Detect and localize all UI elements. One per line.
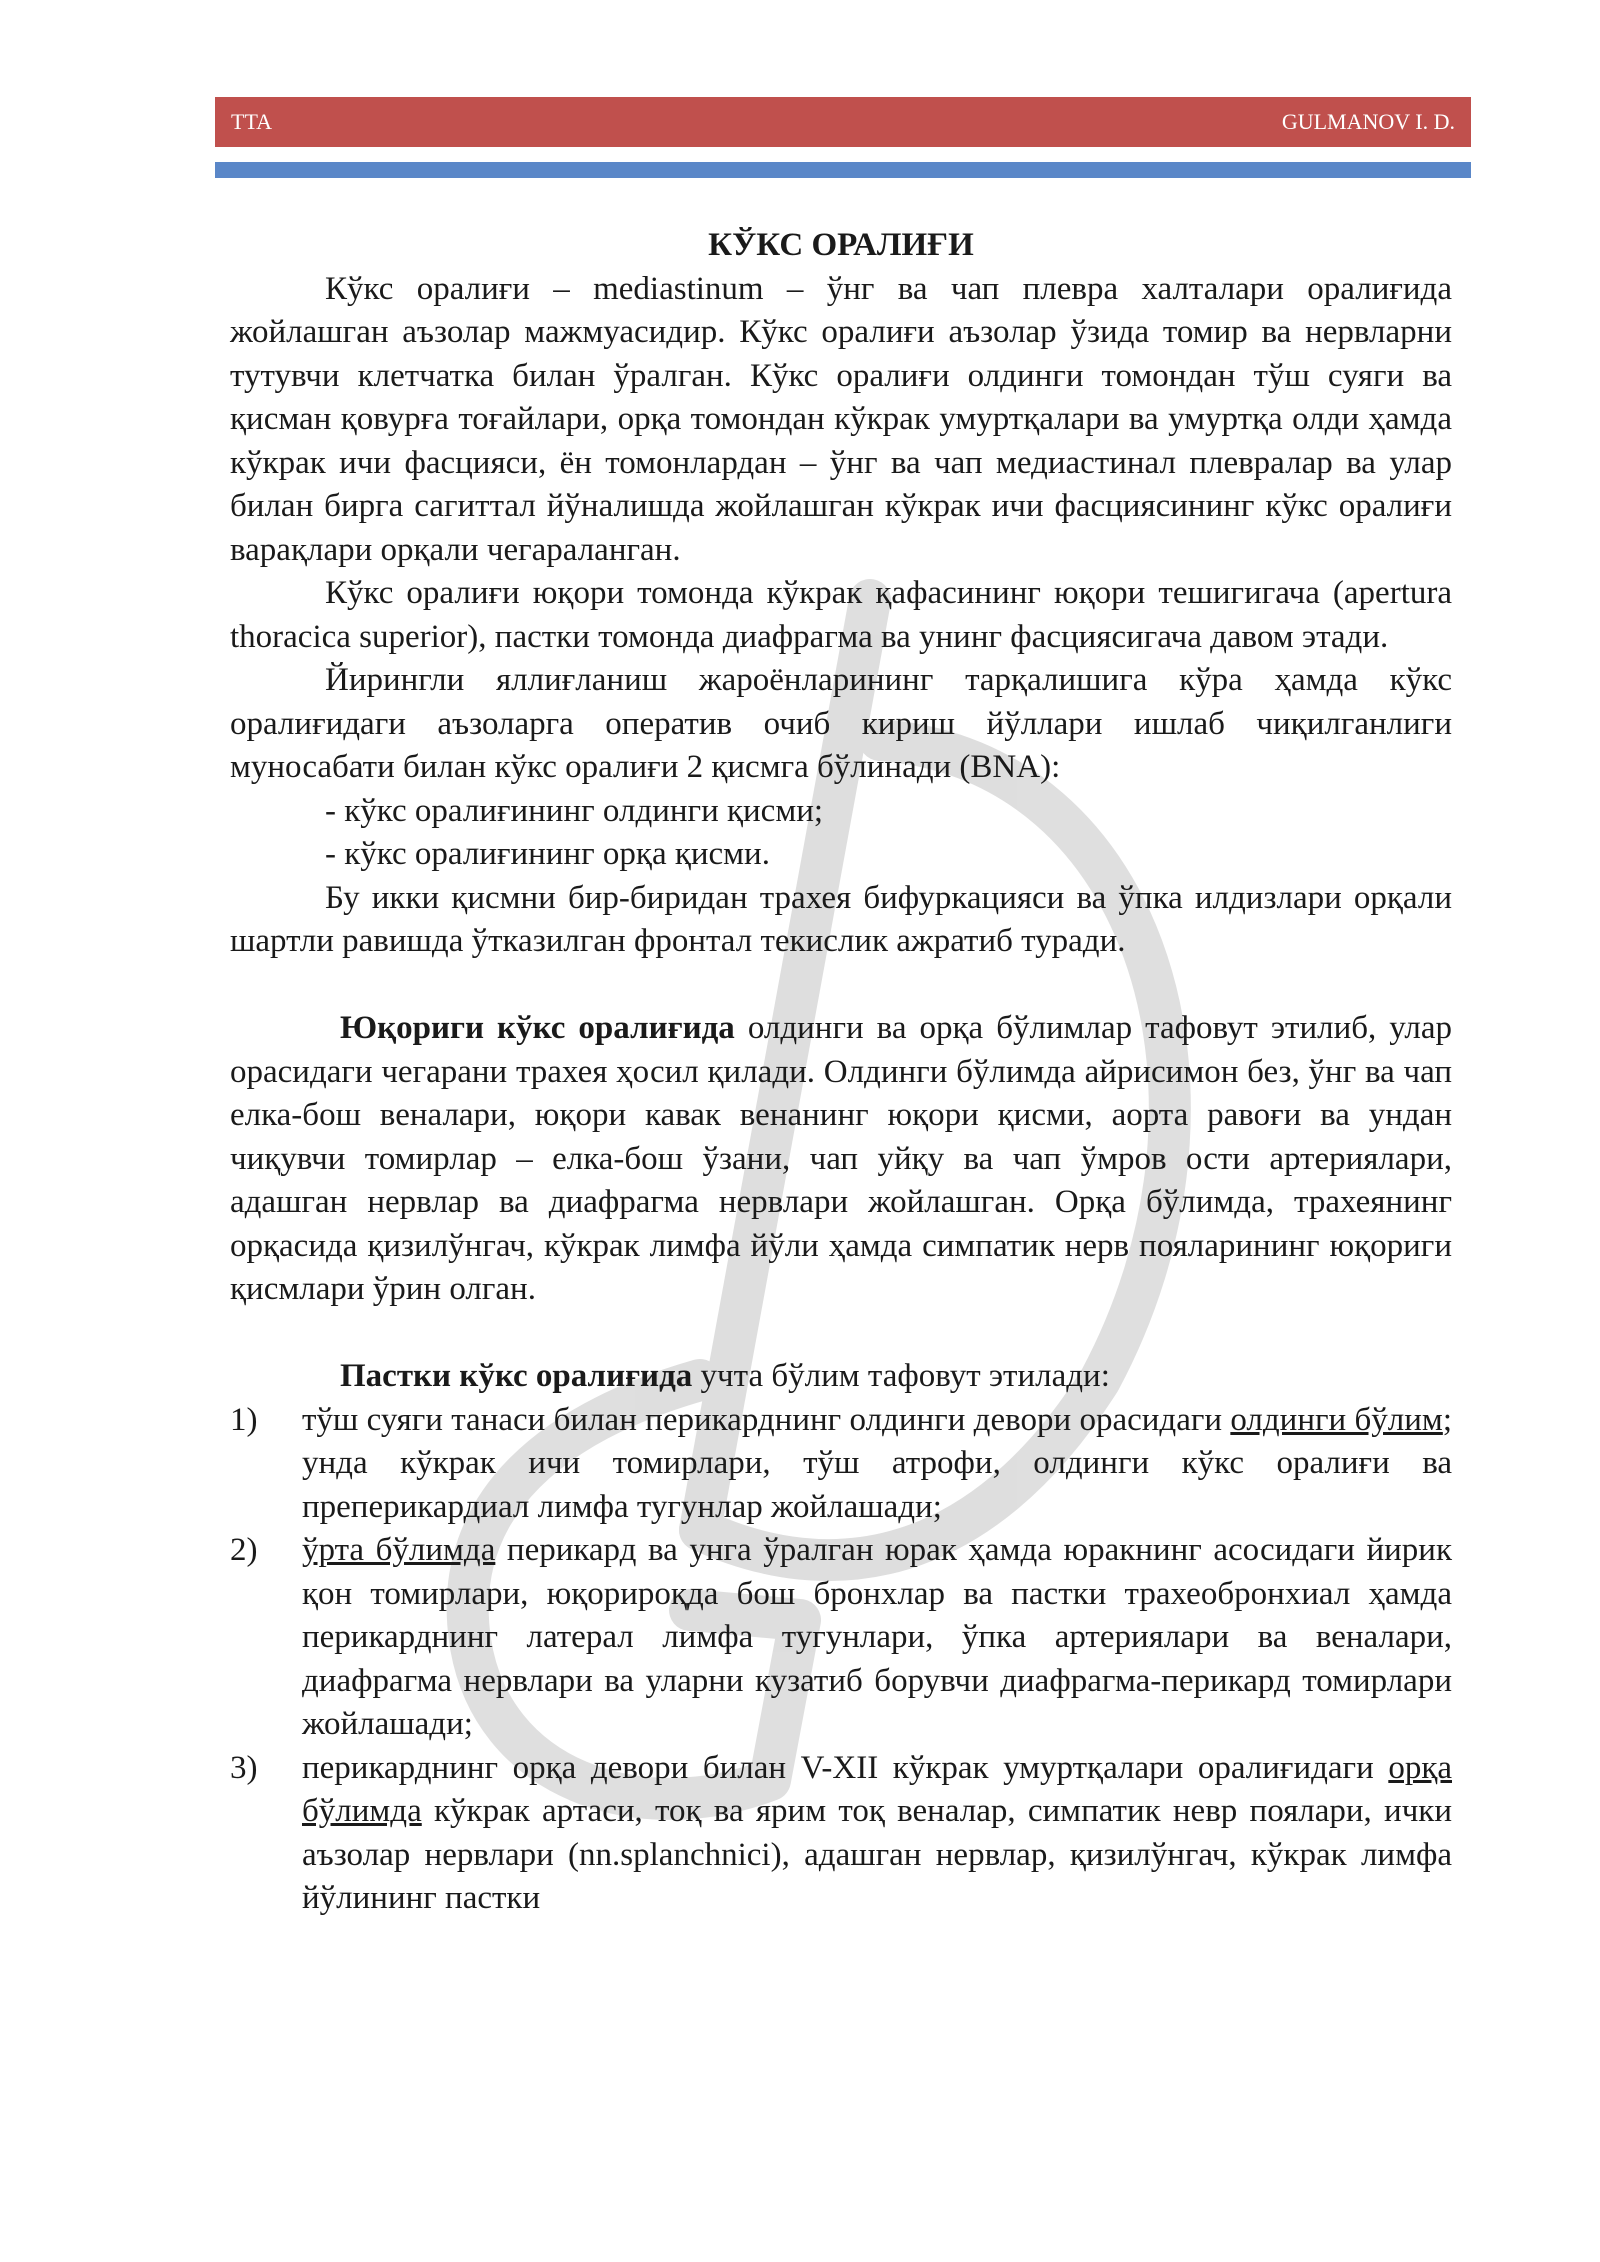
list-text: перикард ва унга ўралган юрак ҳамда юракнинг асосидаги йирик қон томирлари, юқорироқда бош бронхлар ва пастки трахеобронхиал ҳамда перикарднинг латерал лимфа тугунлари, ўпка артериялари ва веналари, диафрагма нервлари ва уларни кузатиб борувчи диафрагма-перикард томирлари жойлашади; [302, 1532, 1452, 1742]
paragraph-5-bold: Юқориги кўкс оралиғида [340, 1010, 735, 1046]
dash-item-2: - кўкс оралиғининг орқа қисми. [325, 836, 770, 872]
paragraph-3: Йирингли яллиғланиш жароёнларининг тарқалишига кўра ҳамда кўкс оралиғидаги аъзоларга оператив очиб кириш йўллари ишлаб чиқилганлиги муносабати билан кўкс оралиғи 2 қисмга бўлинади (BNA): [230, 662, 1452, 785]
document-title: КЎКС ОРАЛИҒИ [708, 227, 974, 263]
dash-item-1: - кўкс оралиғининг олдинги қисми; [325, 792, 824, 829]
spacer [230, 1312, 1452, 1356]
paragraph-2: Кўкс оралиғи юқори томонда кўкрак қафасининг юқори тешигигача (apertura thoracica superior), пастки томонда диафрагма ва унинг фасциясигача давом этади. [230, 575, 1452, 655]
header-right-label: GULMANOV I. D. [1281, 109, 1455, 134]
list-item [230, 1747, 1452, 1921]
list-text: тўш суяги танаси билан перикарднинг олдинги девори орасидаги [302, 1401, 1231, 1438]
paragraph-6 [230, 1355, 1452, 1399]
list-number: 2) [230, 1532, 258, 1568]
list-number: 1) [230, 1401, 258, 1438]
paragraph-1: Кўкс оралиғи – mediastinum – ўнг ва чап плевра халталари оралиғида жойлашган аъзолар мажмуасидир. Кўкс оралиғи аъзолар ўзида томир ва нервларни тутувчи клетчатка билан ўралган. Кўкс оралиғи олдинги томондан тўш суяги ва қисман қовурға тоғайлари, орқа томондан кўкрак умуртқалари ва умуртқа олди ҳамда кўкрак ичи фасцияси, ён томонлардан – ўнг ва чап медиастинал плевралар ва улар билан бирга сагиттал йўналишда жойлашган кўкрак ичи фасциясининг кўкс оралиғи варақлари орқали чегараланган. [230, 270, 1452, 568]
document-body [230, 224, 1452, 1921]
list-item [230, 1399, 1452, 1530]
list-underlined: олдинги бўлим [1230, 1401, 1443, 1438]
header-left-label: TTA [231, 109, 273, 134]
numbered-list [230, 1399, 1452, 1921]
list-text: перикарднинг орқа девори билан V-XII кўкрак умуртқалари оралиғидаги [302, 1749, 1389, 1786]
header-bar [215, 97, 1471, 147]
paragraph-5-text: олдинги ва орқа бўлимлар тафовут этилиб, улар орасидаги чегарани трахея ҳосил қилади. Олдинги бўлимда айрисимон без, ўнг ва чап елка-бош веналари, юқори кавак венанинг юқори қисми, аорта равоғи ва ундан чиқувчи томирлар – елка-бош ўзани, чап уйқу ва чап ўмров ости артериялари, адашган нервлар ва диафрагма нервлари жойлашган. Орқа бўлимда, трахеянинг орқасида қизилўнгач, кўкрак лимфа йўли ҳамда симпатик нерв пояларининг юқориги қисмлари ўрин олган. [230, 1010, 1452, 1307]
list-number: 3) [230, 1749, 258, 1786]
paragraph-6-bold: Пастки кўкс оралиғида [340, 1358, 693, 1394]
paragraph-4: Бу икки қисмни бир-биридан трахея бифуркацияси ва ўпка илдизлари орқали шартли равишда ўтказилган фронтал текислик ажратиб туради. [230, 879, 1452, 959]
list-text: кўкрак артаси, тоқ ва ярим тоқ веналар, симпатик невр поялари, ички аъзолар нервлари (nn.splanchnici), адашган нервлар, қизилўнгач, кўкрак лимфа йўлининг пастки [302, 1793, 1452, 1916]
list-underlined: орқа бўлимда [302, 1749, 1452, 1829]
header-rule [215, 162, 1471, 178]
list-item [230, 1529, 1452, 1747]
list-text: ; унда кўкрак ичи томирлари, тўш атрофи, олдинги кўкс оралиғи ва преперикардиал лимфа тугунлар жойлашади; [302, 1401, 1452, 1525]
spacer [230, 964, 1452, 1008]
list-underlined: ўрта бўлимда [302, 1532, 496, 1568]
paragraph-6-text: учта бўлим тафовут этилади: [692, 1358, 1110, 1394]
paragraph-5 [230, 1007, 1452, 1312]
